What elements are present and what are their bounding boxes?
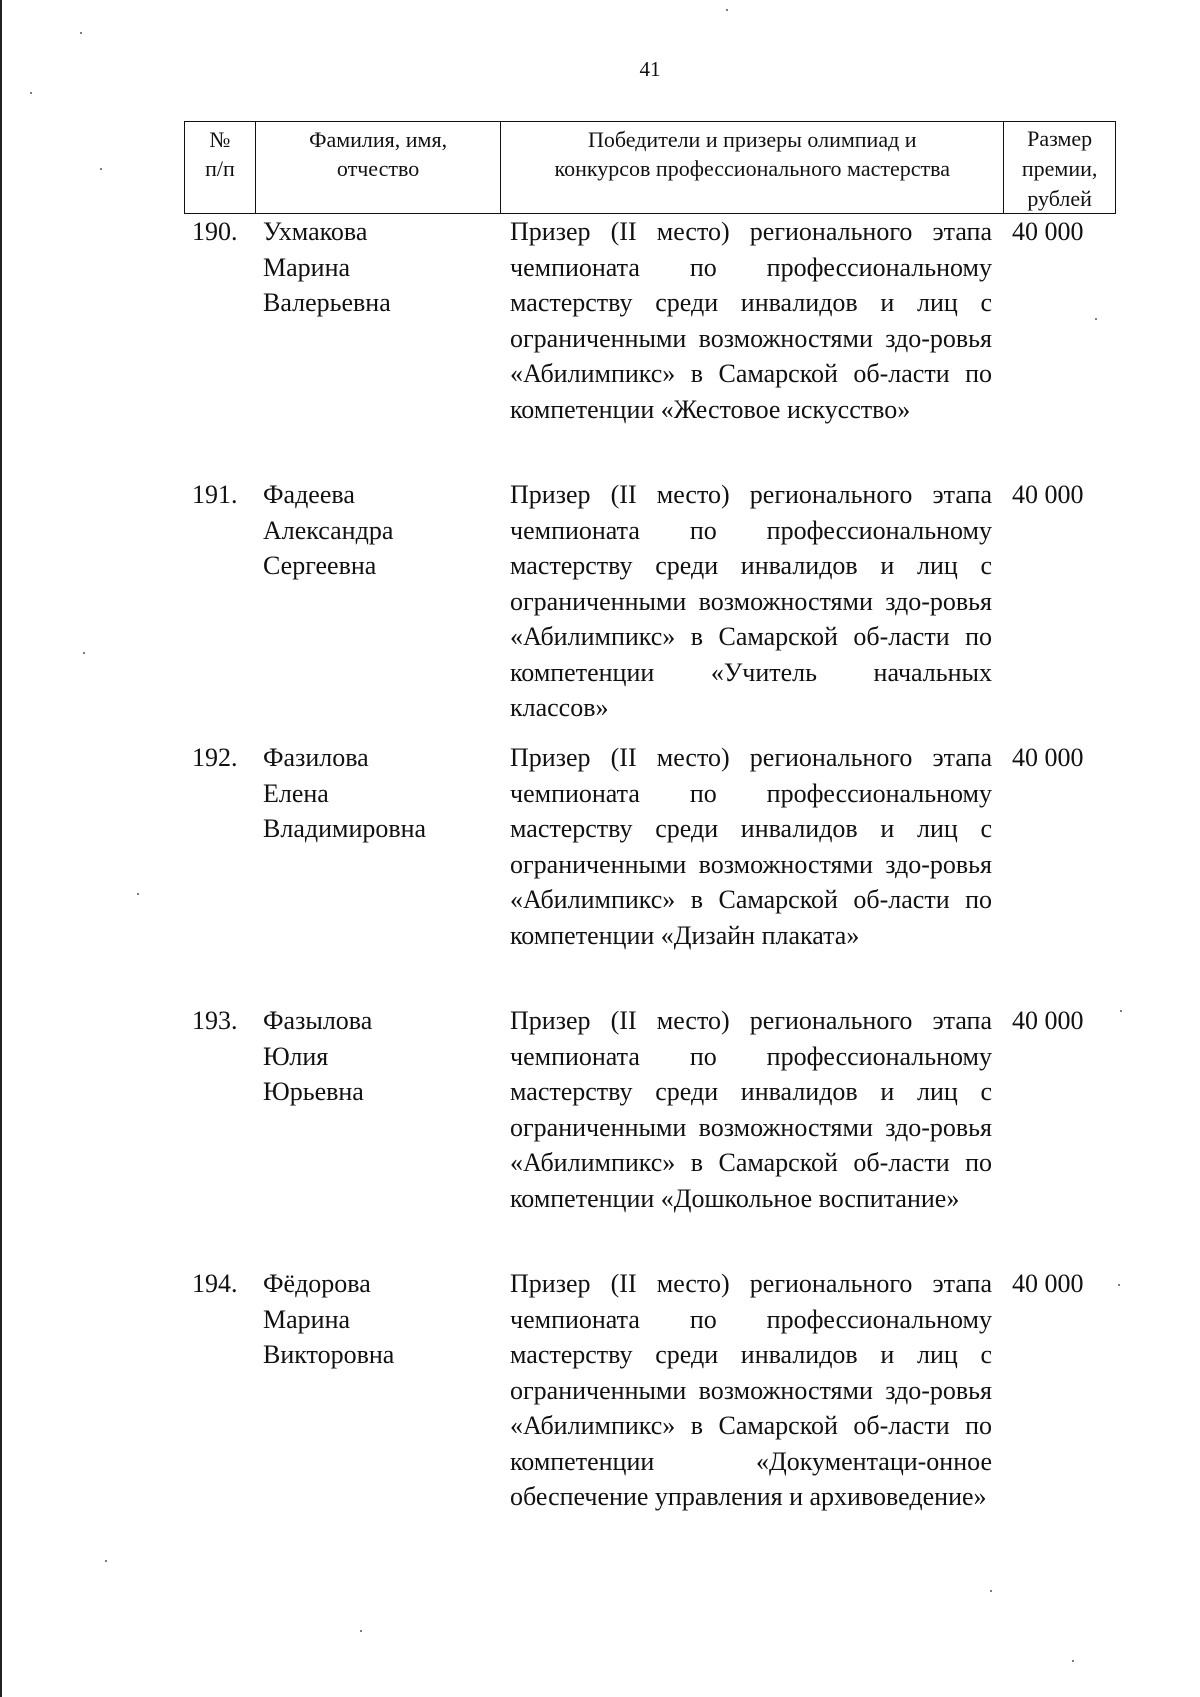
row-name [263, 1266, 493, 1373]
table-header [184, 121, 1116, 214]
row-given-name: Марина [263, 252, 351, 282]
header-amount-cell [1004, 122, 1115, 213]
row-number: 193. [192, 1006, 238, 1035]
header-num-cell [185, 122, 256, 213]
scan-speck [1120, 1010, 1122, 1012]
row-name [263, 214, 493, 321]
row-patronymic: Викторовна [263, 1340, 395, 1369]
scan-edge-line [0, 0, 2, 1697]
header-name-line: отчество [336, 156, 420, 181]
row-patronymic: Сергеевна [263, 551, 377, 580]
scan-speck [83, 652, 85, 654]
row-description: Призер (II место) регионального этапа чемпионата по профессиональному мастерству среди инвалидов и лиц с ограниченными возможностями здо-ровья «Абилимпикс» в Самарской об-ласти по компетенции «Жестовое искусство» [510, 217, 992, 424]
row-amount: 40 000 [1012, 1006, 1084, 1035]
row-number: 191. [192, 480, 238, 509]
scan-speck [100, 168, 102, 170]
scan-speck [137, 893, 139, 895]
scan-speck [80, 32, 82, 34]
scan-speck [1118, 1284, 1120, 1286]
scan-speck [990, 1590, 992, 1592]
header-num-line: № [209, 127, 231, 152]
row-number: 194. [192, 1269, 238, 1298]
row-patronymic: Юрьевна [263, 1077, 364, 1106]
row-description: Призер (II место) регионального этапа чемпионата по профессиональному мастерству среди инвалидов и лиц с ограниченными возможностями здо-ровья «Абилимпикс» в Самарской об-ласти по компетенции «Учитель начальных классов» [510, 480, 992, 722]
header-amount-line: Размер [1027, 126, 1093, 151]
row-name [263, 740, 493, 847]
row-surname: Фазилова [263, 743, 369, 772]
row-surname: Ухмакова [263, 217, 368, 246]
row-amount: 40 000 [1012, 743, 1084, 772]
row-amount: 40 000 [1012, 217, 1084, 246]
header-num-line: п/п [205, 156, 235, 181]
row-surname: Фазылова [263, 1006, 373, 1035]
row-surname: Фёдорова [263, 1269, 371, 1298]
row-name [263, 1003, 493, 1110]
row-number: 192. [192, 743, 238, 772]
scan-speck [360, 1630, 362, 1632]
row-number: 190. [192, 217, 238, 246]
header-desc-line: Победители и призеры олимпиад и [587, 127, 917, 152]
row-amount: 40 000 [1012, 1269, 1084, 1298]
row-patronymic: Валерьевна [263, 288, 391, 317]
scan-speck [30, 92, 32, 94]
scan-speck [105, 1560, 107, 1562]
header-name-line: Фамилия, имя, [309, 127, 448, 152]
header-amount-line: рублей [1027, 186, 1092, 211]
row-given-name: Александра [263, 515, 394, 545]
row-description: Призер (II место) регионального этапа чемпионата по профессиональному мастерству среди инвалидов и лиц с ограниченными возможностями здо-ровья «Абилимпикс» в Самарской об-ласти по компетенции «Документаци-онное обеспечение управления и архивоведение» [510, 1269, 992, 1511]
scan-speck [726, 9, 728, 11]
page-number: 41 [639, 57, 661, 81]
row-surname: Фадеева [263, 480, 355, 509]
row-description: Призер (II место) регионального этапа чемпионата по профессиональному мастерству среди инвалидов и лиц с ограниченными возможностями здо-ровья «Абилимпикс» в Самарской об-ласти по компетенции «Дизайн плаката» [510, 743, 992, 950]
row-patronymic: Владимировна [263, 814, 427, 843]
row-given-name: Марина [263, 1304, 351, 1334]
scan-speck [1095, 318, 1097, 320]
header-desc-line: конкурсов профессионального мастерства [554, 156, 950, 181]
header-desc-cell [501, 122, 1004, 213]
header-name-cell [256, 122, 501, 213]
row-name [263, 477, 493, 584]
row-description: Призер (II место) регионального этапа чемпионата по профессиональному мастерству среди инвалидов и лиц с ограниченными возможностями здо-ровья «Абилимпикс» в Самарской об-ласти по компетенции «Дошкольное воспитание» [510, 1006, 992, 1213]
row-given-name: Елена [263, 778, 329, 808]
scan-speck [1072, 1660, 1074, 1662]
header-amount-line: премии, [1021, 156, 1098, 181]
row-given-name: Юлия [263, 1041, 329, 1071]
row-amount: 40 000 [1012, 480, 1084, 509]
